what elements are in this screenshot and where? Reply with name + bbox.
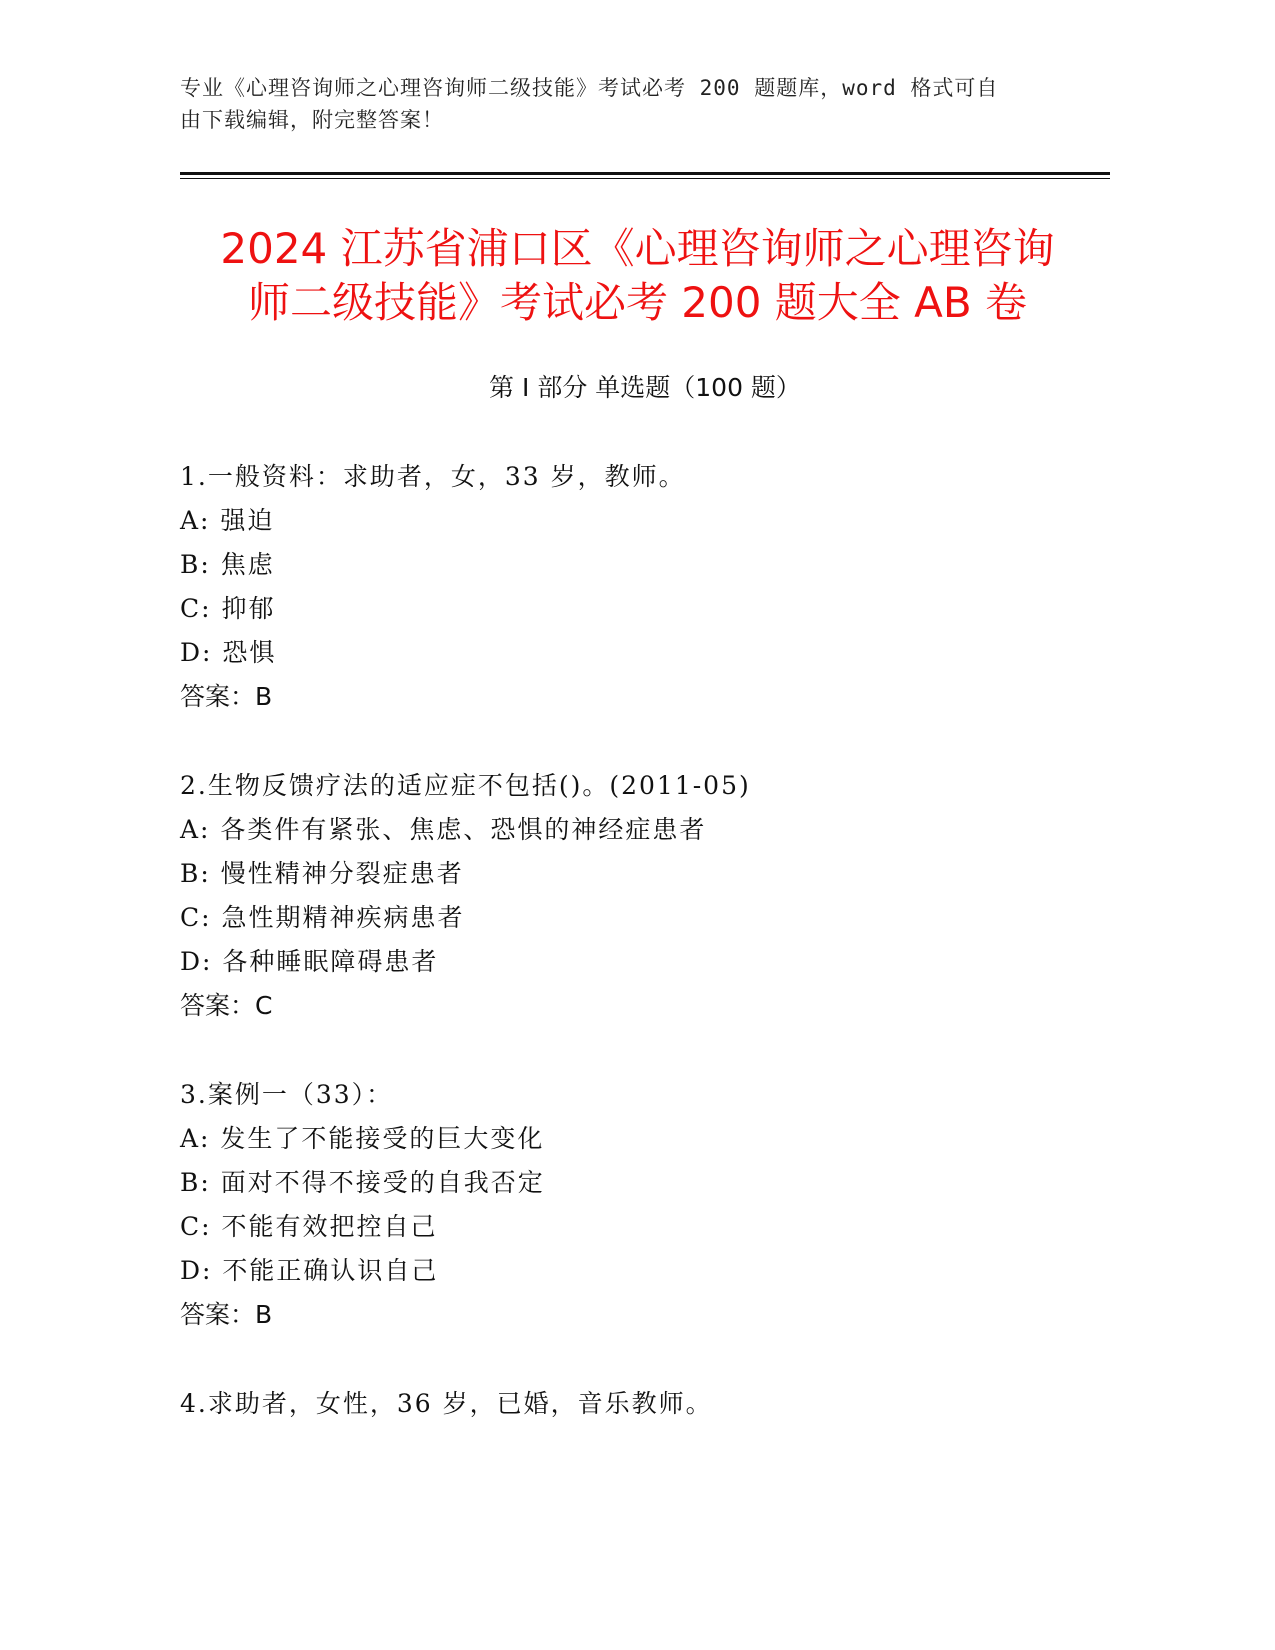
answer: 答案：B — [180, 1300, 273, 1329]
header-rule-thick — [180, 172, 1110, 175]
header-note — [180, 72, 1060, 136]
option-c: C: 急性期精神疾病患者 — [180, 903, 465, 932]
header-note-line-2: 由下载编辑，附完整答案！ — [180, 108, 444, 132]
question-stem: 1.一般资料：求助者，女，33 岁，教师。 — [180, 462, 686, 491]
section-heading: 第 I 部分 单选题（100 题） — [489, 373, 801, 402]
option-d: D: 各种睡眠障碍患者 — [180, 947, 439, 976]
question-2 — [180, 764, 1110, 1028]
answer: 答案：B — [180, 682, 273, 711]
option-b: B: 慢性精神分裂症患者 — [180, 859, 464, 888]
document-title-line-1: 2024 江苏省浦口区《心理咨询师之心理咨询 — [220, 224, 1055, 273]
option-c: C: 不能有效把控自己 — [180, 1212, 438, 1241]
option-b: B: 焦虑 — [180, 550, 275, 579]
question-stem: 4.求助者，女性，36 岁，已婚，音乐教师。 — [180, 1389, 713, 1418]
question-4 — [180, 1382, 1110, 1426]
question-1 — [180, 455, 1110, 719]
option-a: A: 发生了不能接受的巨大变化 — [180, 1124, 545, 1153]
header-note-line-1: 专业《心理咨询师之心理咨询师二级技能》考试必考 200 题题库，word 格式可自 — [180, 76, 999, 100]
question-3 — [180, 1073, 1110, 1337]
option-d: D: 恐惧 — [180, 638, 277, 667]
option-c: C: 抑郁 — [180, 594, 276, 623]
option-a: A: 各类件有紧张、焦虑、恐惧的神经症患者 — [180, 815, 707, 844]
option-b: B: 面对不得不接受的自我否定 — [180, 1168, 545, 1197]
answer: 答案：C — [180, 991, 273, 1020]
option-d: D: 不能正确认识自己 — [180, 1256, 439, 1285]
question-list — [180, 455, 1110, 1471]
question-stem: 2.生物反馈疗法的适应症不包括()。(2011-05) — [180, 771, 751, 800]
header-rule-thin — [180, 178, 1110, 179]
question-stem: 3.案例一（33）： — [180, 1080, 394, 1109]
document-title — [160, 222, 1115, 330]
option-a: A: 强迫 — [180, 506, 275, 535]
document-title-line-2: 师二级技能》考试必考 200 题大全 AB 卷 — [247, 278, 1028, 327]
